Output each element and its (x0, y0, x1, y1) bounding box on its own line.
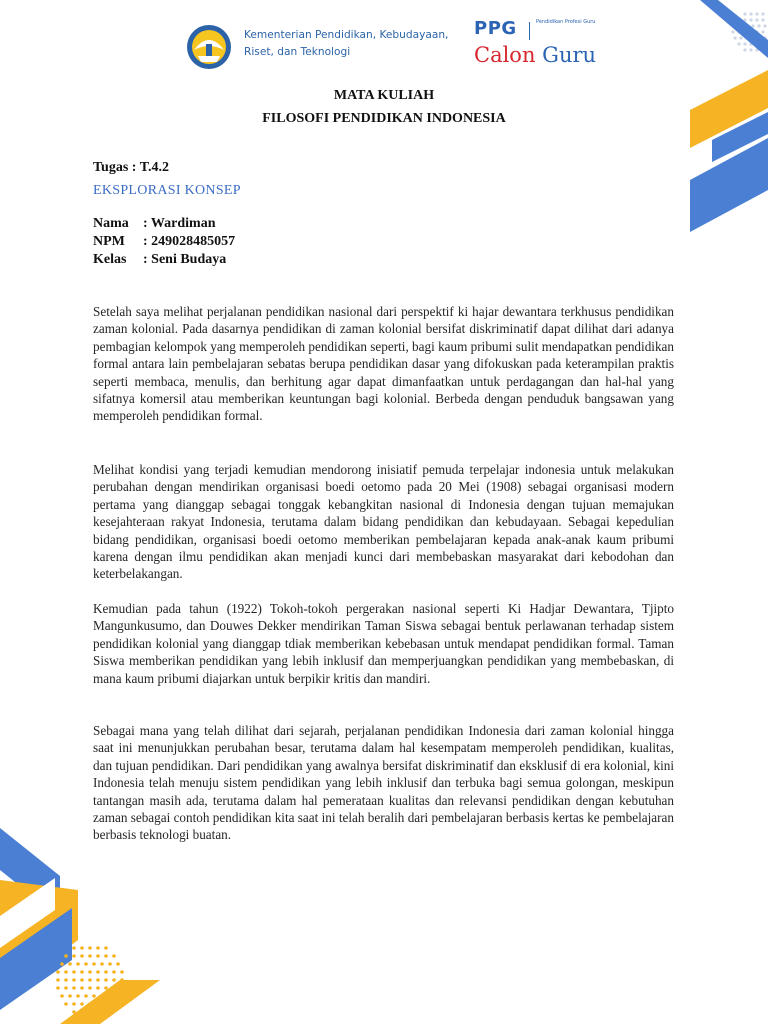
ppg-small-text: Pendidikan Profesi Guru (536, 19, 596, 25)
kelas-value: : Seni Budaya (143, 252, 227, 267)
npm-label: NPM (93, 234, 125, 249)
logo-divider (529, 22, 530, 40)
tut-wuri-handayani-icon (184, 24, 234, 70)
identity-row-nama (93, 216, 215, 232)
nama-label: Nama (93, 216, 129, 231)
calon-guru-wordmark (474, 42, 596, 68)
body-paragraph: Melihat kondisi yang terjadi kemudian mendorong inisiatif pemuda terpelajar indonesia untuk melakukan perubahan dengan mendirikan organisasi boedi oetomo pada 20 Mei (1908) sebagai organisasi modern pertama yang dianggap sebagai tonggak kebangkitan nasional di Indonesia dengan tujuan memajukan kesejahteraan rakyat Indonesia, terutama dalam bidang pendidikan dan kebudayaan. Sebagai kepedulian bidang pendidikan, organisasi boedi oetomo memberikan pembelajaran kepada anak-anak kaum pribumi karena dengan ilmu pendidikan akan menjadi kunci dari membebaskan masyarakat dari kebodohan dan keterbelakangan. (93, 462, 674, 582)
assignment-heading: EKSPLORASI KONSEP (93, 183, 241, 198)
nama-value: : Wardiman (143, 216, 216, 231)
body-paragraph: Kemudian pada tahun (1922) Tokoh-tokoh pergerakan nasional seperti Ki Hadjar Dewantara, Tjipto Mangunkusumo, dan Douwes Dekker mendirikan Taman Siswa sebagai bentuk perlawanan terhadap sistem pendidikan kolonial yang dianggap tdiak memberikan kebebasan untuk mendapat pendidikan formal. Taman Siswa memberikan pendidikan yang lebih inklusif dan memperjuangkan pendidikan yang membebaskan, di mana kaum pribumi diajarkan untuk berpikir kritis dan mandiri. (93, 601, 674, 686)
stripes-bottom-left (0, 828, 160, 1024)
body-paragraph: Setelah saya melihat perjalanan pendidikan nasional dari perspektif ki hajar dewantara terkhusus pendidikan zaman kolonial. Pada dasarnya pendidikan di zaman kolonial bersifat diskriminatif dapat dilihat dari adanya pembagian kelompok yang memperoleh pendidikan seperti, bagi kaum pribumi sulit mendapatkan pendidikan formal antara lain pembelajaran sebatas berupa pendidikan dasar yang difokuskan pada keterampilan praktis seperti membaca, menulis, dan berhitung agar dapat dimanfaatkan untuk perdagangan dan hal-hal yang sifatnya komersil atau memberikan keuntungan bagi kolonial. Berbeda dengan penduduk bangsawan yang memperoleh pendidikan formal. (93, 304, 674, 424)
ppg-label: PPG (474, 18, 517, 39)
identity-row-kelas (93, 252, 226, 268)
identity-row-npm (93, 234, 235, 250)
ministry-logo (184, 22, 454, 72)
ministry-name: Kementerian Pendidikan, Kebudayaan, Riset, dan Teknologi (244, 29, 449, 58)
assignment-code: Tugas : T.4.2 (93, 160, 169, 175)
course-title: FILOSOFI PENDIDIKAN INDONESIA (262, 111, 506, 126)
course-label: MATA KULIAH (333, 88, 435, 103)
body-paragraph: Sebagai mana yang telah dilihat dari sejarah, perjalanan pendidikan Indonesia dari zaman kolonial hingga saat ini menunjukkan perubahan besar, terutama dalam hal kesempatam memperoleh pendidikan, kualitas, dan tujuan pendidikan. Dari pendidikan yang awalnya bersifat diskriminatif dan eksklusif di era kolonial, kini Indonesia telah menuju sistem pendidikan yang lebih inklusif dan terbuka bagi semua golongan, meskipun tantangan masih ada, terutama dalam hal pemerataan kualitas dan relevansi pendidikan dengan kebutuhan zaman sebagai contoh pendidikan kita saat ini telah beralih dari pembelajaran berbasis kertas ke pembelajaran berbasis teknologi buatan. (93, 723, 674, 843)
ppg-calon-guru-logo (474, 18, 604, 70)
npm-value: : 249028485057 (143, 234, 236, 249)
guru-word: Guru (542, 43, 597, 67)
calon-word: Calon (474, 43, 536, 67)
dotted-circle-bottom-left (56, 946, 124, 1014)
kelas-label: Kelas (93, 252, 127, 267)
